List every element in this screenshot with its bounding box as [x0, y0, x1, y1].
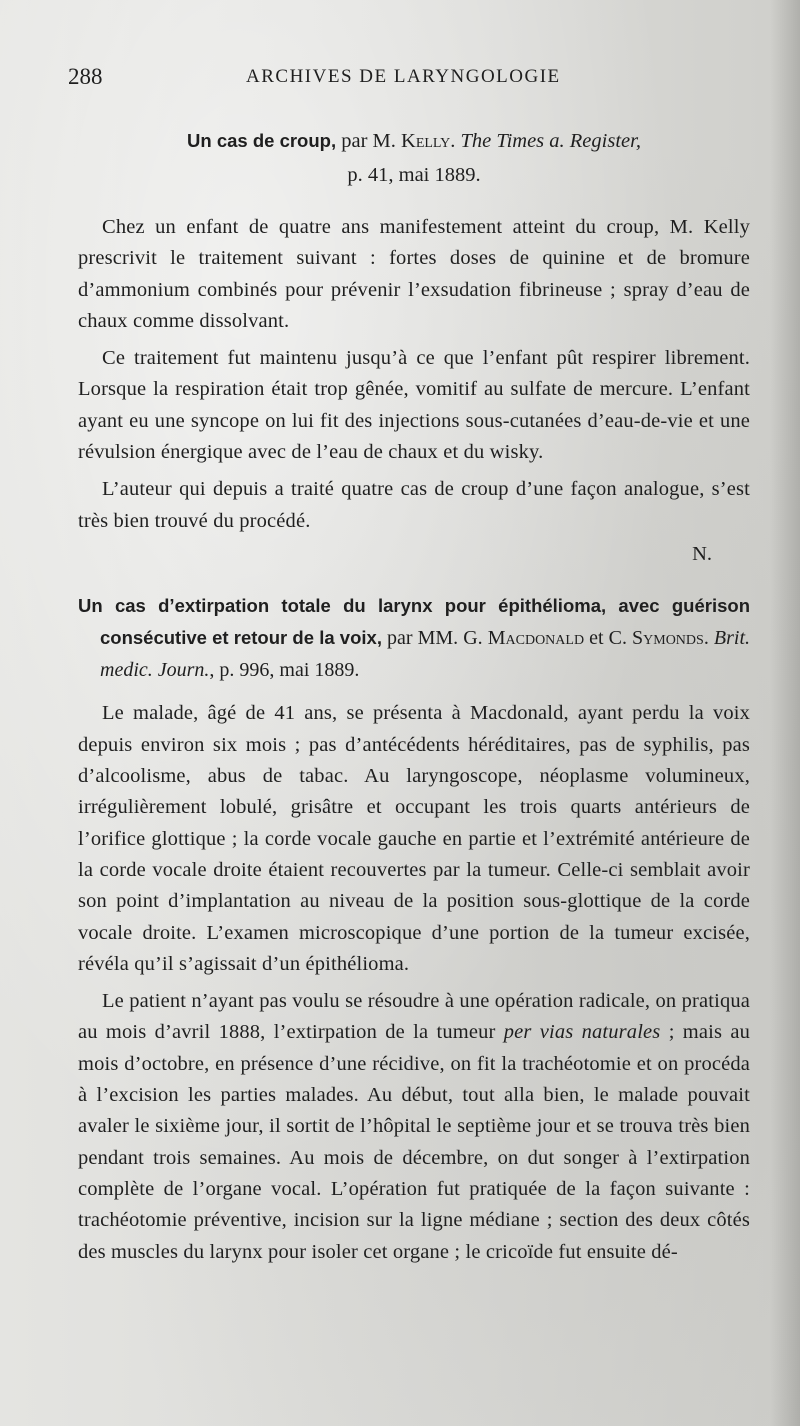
running-head: [68, 58, 750, 98]
journal-title: ARCHIVES DE LARYNGOLOGIE: [246, 66, 561, 87]
article2-author-1: Macdonald: [487, 627, 585, 650]
article2-by: par MM. G.: [381, 627, 488, 650]
article1-author-sep: .: [450, 130, 461, 152]
article1-signature: N.: [692, 542, 712, 565]
article1-source-details: p. 41, mai 1889.: [347, 164, 481, 186]
article2-source-details: , p. 996, mai 1889.: [209, 658, 360, 681]
article2-title: Un cas d’extirpation totale du larynx pour épithélioma, avec guérison consécutive et retour de la voix,: [78, 594, 750, 649]
article1-title: Un cas de croup,: [187, 130, 337, 151]
article2-heading: [78, 590, 750, 687]
article2-paragraph-2: [78, 986, 750, 1268]
article2-and: et C.: [584, 627, 633, 650]
article1-paragraph-2: Ce traitement fut maintenu jusqu’à ce que l’enfant pût respirer librement. Lorsque la respiration était trop gênée, vomitif au sulfate de mercure. L’enfant ayant eu une syncope on lui fit des injections sous-cutanées d’eau-de-vie et une révulsion énergique avec de l’eau de chaux et du wisky.: [78, 347, 750, 464]
article2-author-2: Symonds: [632, 627, 704, 650]
page-edge-shadow: [770, 0, 800, 1426]
article2-paragraph-2-start: Le patient n’ayant pas voulu se résoudre à une opération radicale, on pratiqua au mois d’avril 1888, l’extirpation de la tumeur: [78, 990, 750, 1044]
article1-author: Kelly: [401, 130, 451, 152]
article1-source: The Times a. Register,: [460, 130, 641, 152]
article2-source: Brit. medic. Journ.: [100, 627, 751, 681]
article1-paragraph-3: L’auteur qui depuis a traité quatre cas de croup d’une façon analogue, s’est très bien trouvé du procédé.: [78, 478, 750, 532]
article1-heading: [78, 124, 750, 192]
article2-author-sep: .: [703, 627, 714, 650]
page-number: 288: [68, 64, 103, 89]
article2-paragraph-2-end: ; mais au mois d’octobre, en présence d’une récidive, on fit la trachéotomie et on procéda à l’excision les parties malades. Au début, tout alla bien, le malade pouvait avaler le sixième jour, il sortit de l’hôpital le septième jour et se trouva très bien pendant trois semaines. Au mois de décembre, on dut songer à l’extirpation complète de l’organe vocal. L’opération fut pratiquée de la façon suivante : trachéotomie préventive, incision sur la ligne médiane ; section des deux côtés des muscles du larynx pour isoler cet organe ; le cricoïde fut ensuite dé-: [78, 1021, 751, 1263]
article1-paragraph-1: Chez un enfant de quatre ans manifestement atteint du croup, M. Kelly prescrivit le traitement suivant : fortes doses de quinine et de bromure d’ammonium combinés pour prévenir l’exsudation fibrineuse ; spray d’eau de chaux comme dissolvant.: [78, 216, 750, 332]
article1-by: par M.: [336, 130, 402, 152]
article2-paragraph-1: Le malade, âgé de 41 ans, se présenta à Macdonald, ayant perdu la voix depuis environ six mois ; pas d’antécédents héréditaires, pas de syphilis, pas d’alcoolisme, abus de tabac. Au laryngoscope, néoplasme volumineux, irrégulièrement lobulé, grisâtre et occupant les trois quarts antérieurs de l’orifice glottique ; la corde vocale gauche en partie et l’extrémité antérieure de la corde vocale droite étaient recouvertes par la tumeur. Celle-ci semblait avoir son point d’implantation au niveau de la position sous-glottique de la corde vocale droite. L’examen microscopique d’une portion de la tumeur excisée, révéla qu’il s’agissait d’un épithélioma.: [78, 702, 750, 975]
article2-paragraph-2-latin: per vias naturales: [503, 1021, 661, 1044]
